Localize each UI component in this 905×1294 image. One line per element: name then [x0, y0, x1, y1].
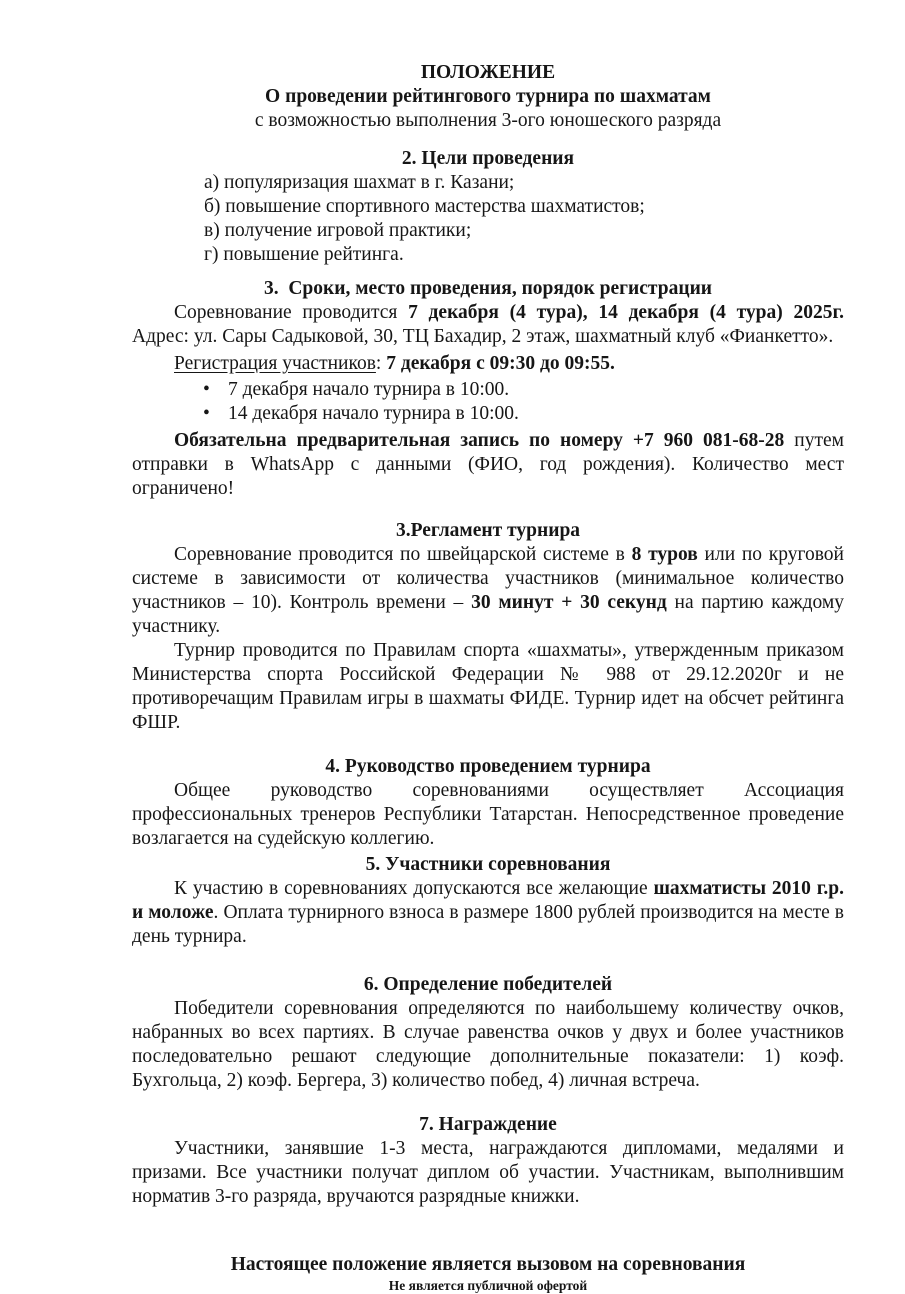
goal-item-v: в) получение игровой практики;	[204, 220, 472, 241]
regulations-paragraph-2: Турнир проводится по Правилам спорта «шахматы», утвержденным приказом Министерства спорта Российской Федерации № 988 от 29.12.2020г и не противоречащим Правилам игры в шахматы ФИДЕ. Турнир идет на обсчет рейтинга ФШР.	[132, 640, 844, 733]
regulations-paragraph-1: Соревнование проводится по швейцарской системе в 8 туров или по круговой системе в зависимости от количества участников (минимальное количество участников – 10). Контроль времени – 30 минут + 30 секунд на партию каждому участнику.	[132, 544, 844, 637]
document-title	[132, 61, 844, 133]
winners-heading: 6. Определение победителей	[363, 974, 613, 995]
awards-paragraph: Участники, занявшие 1-3 места, награждаются дипломами, медалями и призами. Все участники получат диплом об участии. Участникам, выполнившим норматив 3-го разряда, вручаются разрядные книжки.	[132, 1138, 844, 1207]
participants-paragraph: К участию в соревнованиях допускаются все желающие шахматисты 2010 г.р. и моложе. Оплата турнирного взноса в размере 1800 рублей производится на месте в день турнира.	[132, 878, 844, 947]
schedule-paragraph: Соревнование проводится 7 декабря (4 тура), 14 декабря (4 тура) 2025г. Адрес: ул. Сары Садыковой, 30, ТЦ Бахадир, 2 этаж, шахматный клуб «Фианкетто».	[132, 302, 845, 347]
participants-heading: 5. Участники соревнования	[365, 854, 611, 875]
winners-paragraph: Победители соревнования определяются по наибольшему количеству очков, набранных во всех партиях. В случае равенства очков у двух и более участников последовательно решают следующие дополнительные показатели: 1) коэф. Бухгольца, 2) коэф. Бергера, 3) количество побед, 4) личная встреча.	[132, 998, 844, 1091]
schedule-bullet-1: • 7 декабря начало турнира в 10:00.	[132, 378, 844, 402]
section-management	[132, 755, 844, 851]
document-footer	[132, 1253, 844, 1294]
schedule-heading: 3. Сроки, место проведения, порядок регистрации	[263, 278, 713, 299]
section-awards	[132, 1113, 844, 1209]
title-line-1: ПОЛОЖЕНИЕ	[420, 62, 556, 83]
goals-heading: 2. Цели проведения	[401, 148, 575, 169]
goal-item-g: г) повышение рейтинга.	[204, 244, 404, 265]
section-goals	[132, 147, 844, 267]
footer-disclaimer: Не является публичной офертой	[388, 1278, 588, 1293]
regulations-heading: 3.Регламент турнира	[395, 520, 581, 541]
section-participants	[132, 853, 844, 949]
awards-heading: 7. Награждение	[419, 1114, 557, 1135]
management-heading: 4. Руководство проведением турнира	[325, 756, 651, 777]
schedule-bullet-2: • 14 декабря начало турнира в 10:00.	[132, 402, 844, 426]
goal-item-a: а) популяризация шахмат в г. Казани;	[204, 172, 515, 193]
title-line-3: с возможностью выполнения 3-ого юношеского разряда	[254, 110, 722, 131]
section-schedule	[132, 277, 844, 501]
mandatory-registration-paragraph: Обязательна предварительная запись по номеру +7 960 081-68-28 путем отправки в WhatsApp с данными (ФИО, год рождения). Количество мест ограничено!	[132, 430, 845, 499]
goal-item-b: б) повышение спортивного мастерства шахматистов;	[204, 196, 645, 217]
management-paragraph: Общее руководство соревнованиями осуществляет Ассоциация профессиональных тренеров Республики Татарстан. Непосредственное проведение возлагается на судейскую коллегию.	[132, 780, 844, 849]
section-regulations	[132, 519, 844, 735]
footer-statement: Настоящее положение является вызовом на соревнования	[230, 1254, 746, 1275]
section-winners	[132, 973, 844, 1093]
registration-line: Регистрация участников: 7 декабря с 09:30 до 09:55.	[174, 353, 615, 374]
title-line-2: О проведении рейтингового турнира по шахматам	[265, 86, 711, 107]
